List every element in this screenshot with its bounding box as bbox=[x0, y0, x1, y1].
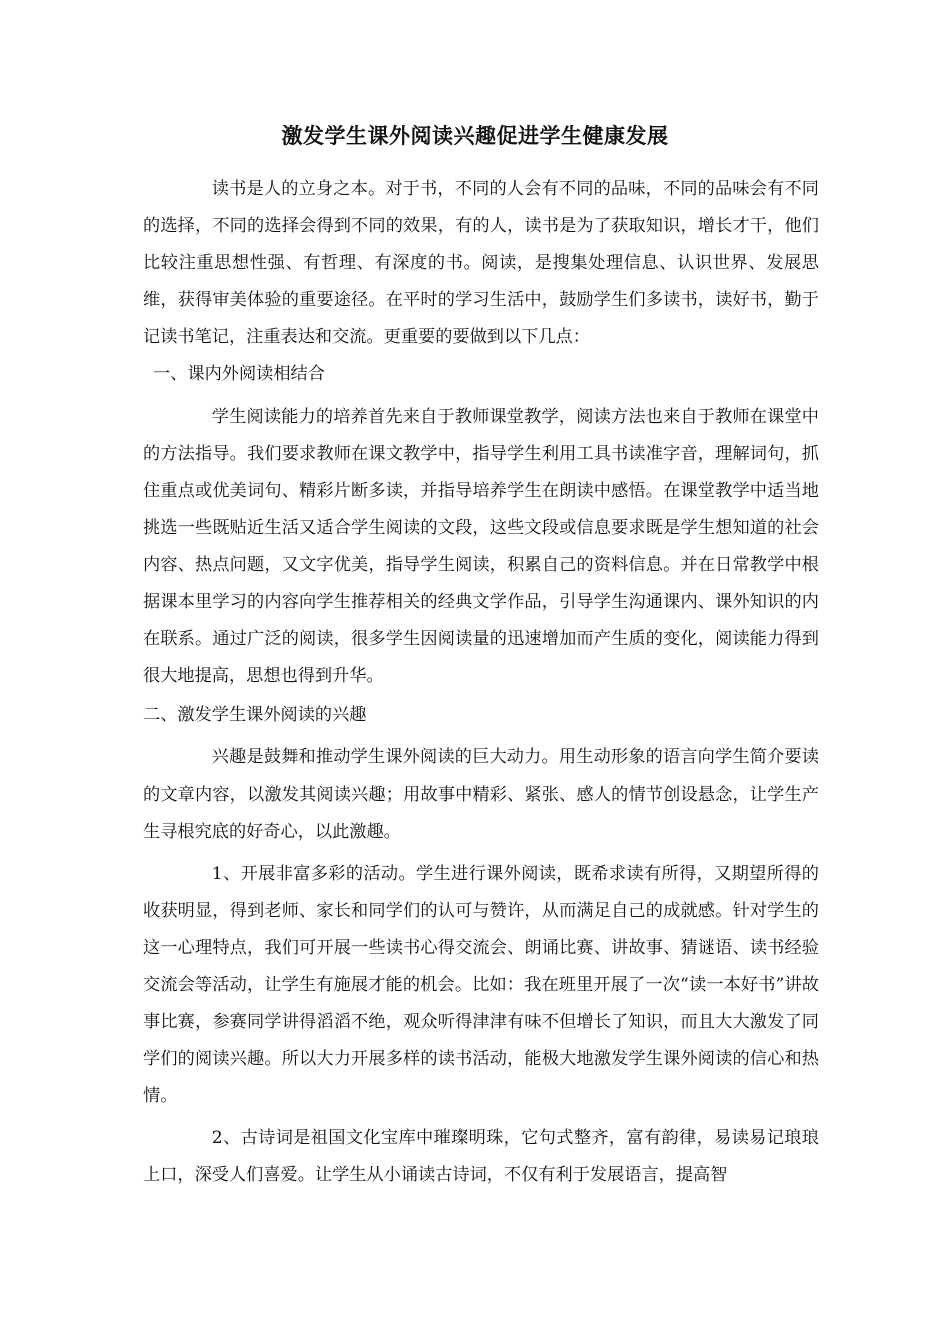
intro-paragraph: 读书是人的立身之本。对于书，不同的人会有不同的品味，不同的品味会有不同的选择，不同的选择会得到不同的效果，有的人，读书是为了获取知识，增长才干，他们比较注重思想性强、有哲理、有深度的书。阅读，是搜集处理信息、认识世界、发展思维，获得审美体验的重要途径。在平时的学习生活中，鼓励学生们多读书，读好书，勤于记读书笔记，注重表达和交流。更重要的要做到以下几点： bbox=[143, 179, 819, 348]
document-body bbox=[143, 171, 819, 1195]
section-2-item-1-paragraph: 1、开展非富多彩的活动。学生进行课外阅读，既希求读有所得，又期望所得的收获明显，得到老师、家长和同学们的认可与赞许，从而满足自己的成就感。针对学生的这一心理特点，我们可开展一些读书心得交流会、朗诵比赛、讲故事、猜谜语、读书经验交流会等活动，让学生有施展才能的机会。比如：我在班里开展了一次“读一本好书”讲故事比赛，参赛同学讲得滔滔不绝，观众听得津津有味不但增长了知识，而且大大激发了同学们的阅读兴趣。所以大力开展多样的读书活动，能极大地激发学生课外阅读的信心和热情。 bbox=[143, 863, 819, 1107]
section-1-paragraph: 学生阅读能力的培养首先来自于教师课堂教学，阅读方法也来自于教师在课堂中的方法指导。我们要求教师在课文教学中，指导学生利用工具书读准字音，理解词句，抓住重点或优美词句、精彩片断多读，并指导培养学生在朗读中感悟。在课堂教学中适当地挑选一些既贴近生活又适合学生阅读的文段，这些文段或信息要求既是学生想知道的社会内容、热点问题，又文字优美，指导学生阅读，积累自己的资料信息。并在日常教学中根据课本里学习的内容向学生推荐相关的经典文学作品，引导学生沟通课内、课外知识的内在联系。通过广泛的阅读，很多学生因阅读量的迅速增加而产生质的变化，阅读能力得到很大地提高，思想也得到升华。 bbox=[143, 406, 819, 687]
section-2-item-2-paragraph: 2、古诗词是祖国文化宝库中璀璨明珠，它句式整齐，富有韵律，易读易记琅琅上口，深受人们喜爱。让学生从小诵读古诗词，不仅有利于发展语言，提高智 bbox=[143, 1128, 819, 1186]
document-title: 激发学生课外阅读兴趣促进学生健康发展 bbox=[281, 123, 669, 148]
section-heading-1: 一、课内外阅读相结合 bbox=[153, 364, 325, 385]
section-heading-2: 二、激发学生课外阅读的兴趣 bbox=[143, 705, 367, 726]
section-2-paragraph: 兴趣是鼓舞和推动学生课外阅读的巨大动力。用生动形象的语言向学生简介要读的文章内容，以激发其阅读兴趣；用故事中精彩、紧张、感人的情节创设悬念，让学生产生寻根究底的好奇心，以此激趣。 bbox=[143, 747, 819, 842]
